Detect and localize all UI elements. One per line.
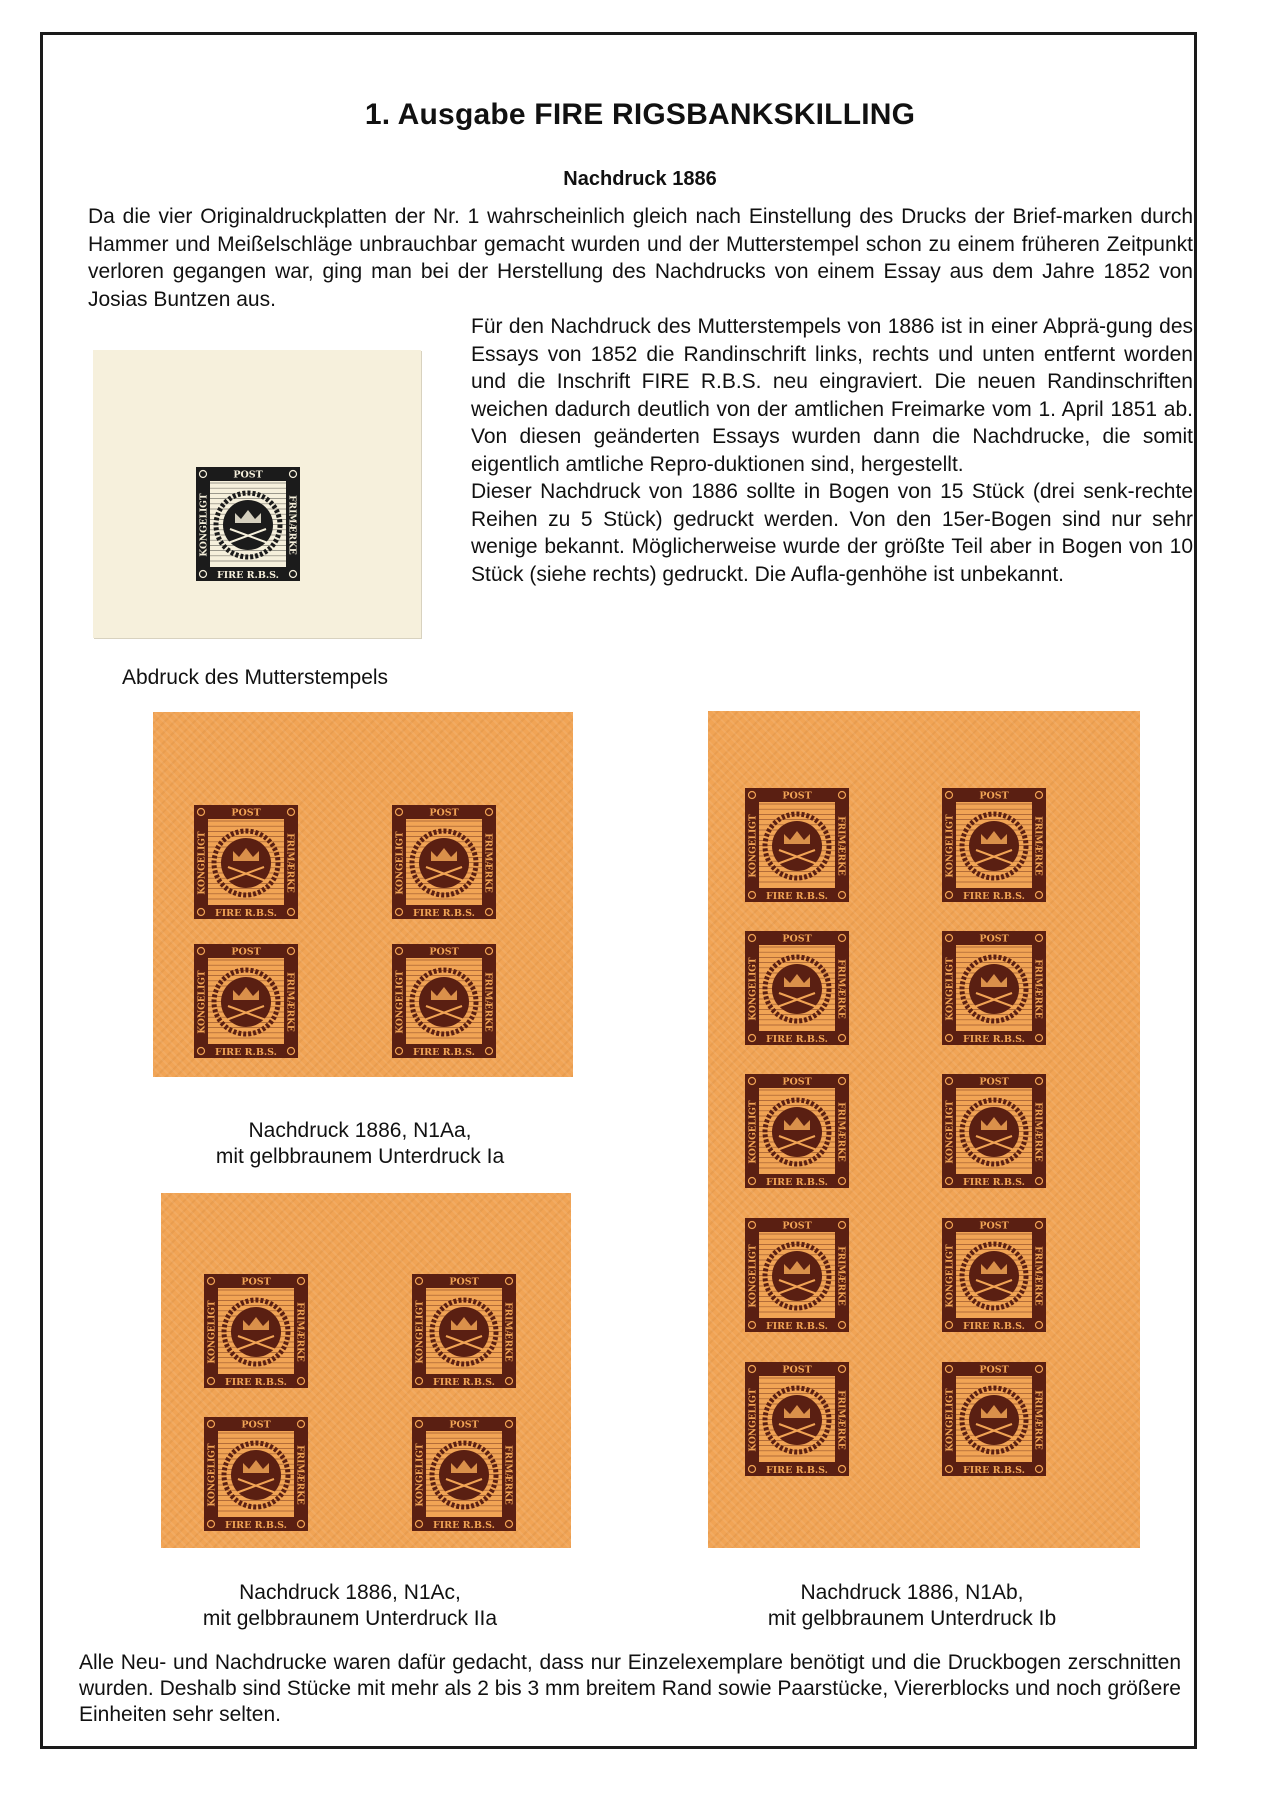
svg-text:FRIMÆRKE: FRIMÆRKE: [502, 1445, 513, 1505]
svg-text:FRIMÆRKE: FRIMÆRKE: [294, 1445, 305, 1505]
svg-text:POST: POST: [449, 1419, 479, 1431]
svg-text:FRIMÆRKE: FRIMÆRKE: [835, 1390, 846, 1450]
svg-text:KONGELIGT: KONGELIGT: [395, 970, 406, 1034]
stamp: [203, 1416, 309, 1532]
stamp: [193, 804, 299, 920]
svg-text:KONGELIGT: KONGELIGT: [748, 1244, 759, 1308]
svg-text:POST: POST: [782, 933, 812, 945]
svg-text:FIRE R.B.S.: FIRE R.B.S.: [962, 1321, 1026, 1332]
svg-text:KONGELIGT: KONGELIGT: [748, 1100, 759, 1164]
svg-text:FIRE R.B.S.: FIRE R.B.S.: [432, 1377, 496, 1388]
svg-text:FRIMÆRKE: FRIMÆRKE: [284, 833, 295, 893]
svg-text:FIRE R.B.S.: FIRE R.B.S.: [962, 1177, 1026, 1188]
svg-text:FRIMÆRKE: FRIMÆRKE: [835, 1246, 846, 1306]
svg-text:FRIMÆRKE: FRIMÆRKE: [502, 1302, 513, 1362]
svg-text:FRIMÆRKE: FRIMÆRKE: [1032, 959, 1043, 1019]
svg-text:FIRE R.B.S.: FIRE R.B.S.: [765, 1034, 829, 1045]
svg-text:KONGELIGT: KONGELIGT: [197, 831, 208, 895]
svg-text:FIRE R.B.S.: FIRE R.B.S.: [765, 1177, 829, 1188]
caption-n1ab: [712, 1580, 1112, 1632]
mutterstempel-proof: [93, 350, 421, 638]
svg-text:FRIMÆRKE: FRIMÆRKE: [1032, 1246, 1043, 1306]
svg-text:POST: POST: [233, 469, 263, 481]
stamp: [941, 930, 1047, 1046]
svg-text:FIRE R.B.S.: FIRE R.B.S.: [962, 1465, 1026, 1476]
stamp: [744, 930, 850, 1046]
stamp: [411, 1416, 517, 1532]
stamp: [744, 787, 850, 903]
svg-text:KONGELIGT: KONGELIGT: [207, 1300, 218, 1364]
svg-text:FRIMÆRKE: FRIMÆRKE: [482, 972, 493, 1032]
svg-text:FIRE R.B.S.: FIRE R.B.S.: [412, 908, 476, 919]
svg-text:FRIMÆRKE: FRIMÆRKE: [284, 972, 295, 1032]
svg-text:POST: POST: [429, 807, 459, 819]
svg-text:POST: POST: [241, 1276, 271, 1288]
svg-text:FIRE R.B.S.: FIRE R.B.S.: [216, 570, 280, 581]
stamp: [744, 1073, 850, 1189]
svg-text:FIRE R.B.S.: FIRE R.B.S.: [214, 908, 278, 919]
svg-text:KONGELIGT: KONGELIGT: [748, 814, 759, 878]
svg-text:POST: POST: [782, 1220, 812, 1232]
svg-text:FRIMÆRKE: FRIMÆRKE: [1032, 1390, 1043, 1450]
caption-mutterstempel: Abdruck des Mutterstempels: [121, 666, 389, 689]
stamp: [941, 1217, 1047, 1333]
svg-text:KONGELIGT: KONGELIGT: [197, 970, 208, 1034]
svg-text:FRIMÆRKE: FRIMÆRKE: [835, 959, 846, 1019]
stamp: [193, 943, 299, 1059]
svg-text:FRIMÆRKE: FRIMÆRKE: [294, 1302, 305, 1362]
svg-text:KONGELIGT: KONGELIGT: [748, 1388, 759, 1452]
caption-n1ab-line2: mit gelbbraunem Unterdruck Ib: [767, 1607, 1057, 1630]
svg-text:KONGELIGT: KONGELIGT: [199, 493, 210, 557]
intro-paragraph: Da die vier Originaldruckplatten der Nr. 1 wahrscheinlich gleich nach Einstellung des Drucks der Brief-marken durch Hammer und Meißelschläge unbrauchbar gemacht wurden und der Mutterstempel schon zu einem früheren Zeitpunkt verloren gegangen war, ging man bei der Herstellung des Nachdrucks von einem Essay aus dem Jahre 1852 von Josias Buntzen aus.: [88, 205, 1193, 311]
page-subtitle: Nachdruck 1886: [563, 168, 717, 190]
svg-text:POST: POST: [429, 946, 459, 958]
svg-text:FIRE R.B.S.: FIRE R.B.S.: [962, 891, 1026, 902]
stamp: [941, 1073, 1047, 1189]
mutterstempel-paragraph: Für den Nachdruck des Mutterstempels von 1886 ist in einer Abprä-gung des Essays von 1852 die Randinschrift links, rechts und unten entfernt worden und die Inschrift FIRE R.B.S. neu eingraviert. Die neuen Randinschriften weichen dadurch deutlich von der amtlichen Freimarke vom 1. April 1851 ab. Von diesen geänderten Essays wurden dann die Nachdrucke, die somit eigentlich amtliche Repro-duktionen sind, hergestellt.: [471, 315, 1193, 476]
caption-n1ac-line2: mit gelbbraunem Unterdruck IIa: [202, 1607, 498, 1630]
caption-n1ac: [150, 1580, 550, 1632]
svg-text:FIRE R.B.S.: FIRE R.B.S.: [962, 1034, 1026, 1045]
svg-text:FIRE R.B.S.: FIRE R.B.S.: [224, 1377, 288, 1388]
svg-text:FIRE R.B.S.: FIRE R.B.S.: [224, 1520, 288, 1531]
sheet-n1ac: [161, 1193, 571, 1548]
svg-text:KONGELIGT: KONGELIGT: [945, 957, 956, 1021]
caption-n1aa-line2: mit gelbbraunem Unterdruck Ia: [215, 1145, 505, 1168]
svg-text:FRIMÆRKE: FRIMÆRKE: [1032, 1102, 1043, 1162]
caption-n1aa-line1: Nachdruck 1886, N1Aa,: [248, 1119, 472, 1142]
closing-paragraph: Alle Neu- und Nachdrucke waren dafür gedacht, dass nur Einzelexemplare benötigt und die Druckbogen zerschnitten wurden. Deshalb sind Stücke mit mehr als 2 bis 3 mm breitem Rand sowie Paarstücke, Viererblocks und noch größere Einheiten sehr selten.: [79, 1651, 1181, 1726]
stamp: [391, 943, 497, 1059]
svg-text:FRIMÆRKE: FRIMÆRKE: [286, 495, 297, 555]
stamp: [941, 787, 1047, 903]
sheet-n1aa: [153, 712, 573, 1077]
svg-text:POST: POST: [782, 1364, 812, 1376]
svg-text:KONGELIGT: KONGELIGT: [207, 1443, 218, 1507]
stamp: [744, 1361, 850, 1477]
svg-text:KONGELIGT: KONGELIGT: [945, 1388, 956, 1452]
right-text-block: [471, 313, 1193, 588]
svg-text:POST: POST: [979, 1076, 1009, 1088]
svg-text:FRIMÆRKE: FRIMÆRKE: [835, 1102, 846, 1162]
svg-text:POST: POST: [449, 1276, 479, 1288]
svg-text:KONGELIGT: KONGELIGT: [945, 1244, 956, 1308]
stamp: [941, 1361, 1047, 1477]
svg-text:POST: POST: [241, 1419, 271, 1431]
caption-n1aa: [160, 1118, 560, 1170]
svg-text:FIRE R.B.S.: FIRE R.B.S.: [412, 1047, 476, 1058]
svg-text:FIRE R.B.S.: FIRE R.B.S.: [214, 1047, 278, 1058]
caption-n1ac-line1: Nachdruck 1886, N1Ac,: [239, 1581, 461, 1604]
svg-text:POST: POST: [782, 790, 812, 802]
caption-n1ab-line1: Nachdruck 1886, N1Ab,: [800, 1581, 1024, 1604]
svg-text:FIRE R.B.S.: FIRE R.B.S.: [765, 891, 829, 902]
svg-text:KONGELIGT: KONGELIGT: [748, 957, 759, 1021]
svg-text:POST: POST: [979, 790, 1009, 802]
stamp: [411, 1273, 517, 1389]
svg-text:POST: POST: [231, 807, 261, 819]
svg-text:KONGELIGT: KONGELIGT: [395, 831, 406, 895]
stamp: [744, 1217, 850, 1333]
page-title: 1. Ausgabe FIRE RIGSBANKSKILLING: [364, 98, 916, 131]
svg-text:KONGELIGT: KONGELIGT: [945, 814, 956, 878]
svg-text:POST: POST: [782, 1076, 812, 1088]
svg-text:KONGELIGT: KONGELIGT: [415, 1300, 426, 1364]
stamp: [391, 804, 497, 920]
svg-text:FIRE R.B.S.: FIRE R.B.S.: [432, 1520, 496, 1531]
svg-text:FIRE R.B.S.: FIRE R.B.S.: [765, 1321, 829, 1332]
svg-text:POST: POST: [979, 1364, 1009, 1376]
svg-text:POST: POST: [979, 933, 1009, 945]
svg-text:FRIMÆRKE: FRIMÆRKE: [1032, 816, 1043, 876]
svg-text:FRIMÆRKE: FRIMÆRKE: [482, 833, 493, 893]
bogen-paragraph: Dieser Nachdruck von 1886 sollte in Bogen von 15 Stück (drei senk-rechte Reihen zu 5 Stück) gedruckt werden. Von den 15er-Bogen sind nur sehr wenige bekannt. Möglicherweise wurde der größte Teil aber in Bogen von 10 Stück (siehe rechts) gedruckt. Die Aufla-genhöhe ist unbekannt.: [471, 480, 1193, 586]
svg-text:POST: POST: [231, 946, 261, 958]
sheet-n1ab: [708, 711, 1140, 1548]
stamp: [203, 1273, 309, 1389]
svg-text:POST: POST: [979, 1220, 1009, 1232]
svg-text:KONGELIGT: KONGELIGT: [945, 1100, 956, 1164]
proof-stamp: [195, 466, 301, 582]
svg-text:FRIMÆRKE: FRIMÆRKE: [835, 816, 846, 876]
svg-text:FIRE R.B.S.: FIRE R.B.S.: [765, 1465, 829, 1476]
svg-text:KONGELIGT: KONGELIGT: [415, 1443, 426, 1507]
